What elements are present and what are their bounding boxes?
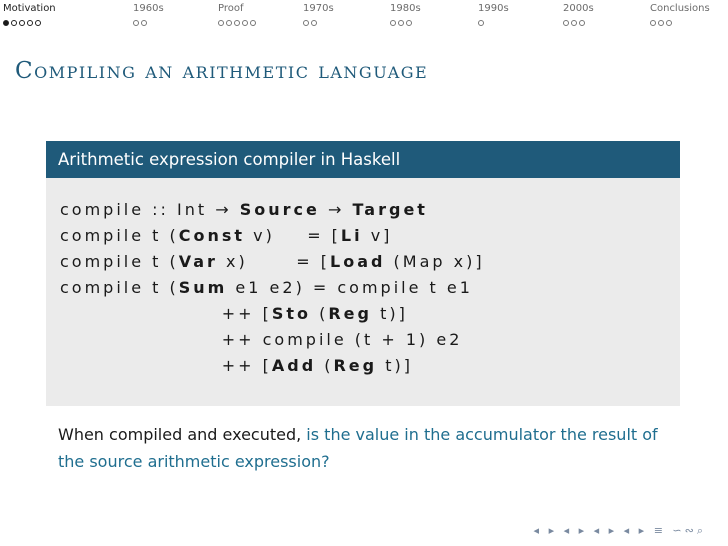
code-line: ++ compile (t + 1) e2 — [60, 330, 463, 349]
nav-slide-dots — [390, 20, 421, 30]
nav-slide-dot[interactable] — [234, 20, 240, 26]
nav-slide-dot[interactable] — [27, 20, 33, 26]
nav-section-1970s[interactable] — [303, 3, 334, 30]
nav-section-motivation[interactable] — [3, 3, 56, 30]
nav-slide-dot[interactable] — [3, 20, 9, 26]
nav-slide-dots — [3, 20, 56, 30]
nav-slide-dots — [478, 20, 509, 30]
conclusion-question: is the value in the accumulator the result of the source arithmetic expression? — [58, 425, 658, 471]
nav-section-title: 1980s — [390, 3, 421, 14]
nav-slide-dot[interactable] — [11, 20, 17, 26]
nav-section-title: 1960s — [133, 3, 164, 14]
nav-slide-dot[interactable] — [563, 20, 569, 26]
nav-slide-dot[interactable] — [311, 20, 317, 26]
code-block — [46, 141, 680, 406]
nav-slide-dot[interactable] — [390, 20, 396, 26]
nav-slide-dots — [303, 20, 334, 30]
nav-slide-dots — [650, 20, 710, 30]
nav-slide-dot[interactable] — [406, 20, 412, 26]
conclusion-text: When compiled and executed, is the value in the accumulator the result of the source arithmetic expression? — [58, 425, 658, 471]
nav-slide-dot[interactable] — [658, 20, 664, 26]
nav-section-1980s[interactable] — [390, 3, 421, 30]
nav-slide-dot[interactable] — [218, 20, 224, 26]
nav-section-1960s[interactable] — [133, 3, 164, 30]
nav-section-title: 1990s — [478, 3, 509, 14]
nav-slide-dots — [563, 20, 594, 30]
nav-slide-dot[interactable] — [226, 20, 232, 26]
nav-section-title: Proof — [218, 3, 244, 14]
nav-section-2000s[interactable] — [563, 3, 594, 30]
nav-section-title: Conclusions — [650, 3, 710, 14]
nav-section-title: 2000s — [563, 3, 594, 14]
nav-section-1990s[interactable] — [478, 3, 509, 30]
nav-slide-dot[interactable] — [141, 20, 147, 26]
nav-section-proof[interactable] — [218, 3, 258, 30]
nav-slide-dot[interactable] — [19, 20, 25, 26]
nav-section-title: Motivation — [3, 3, 56, 14]
nav-section-title: 1970s — [303, 3, 334, 14]
section-navigation — [0, 0, 728, 30]
nav-slide-dots — [218, 20, 258, 30]
nav-section-conclusions[interactable] — [650, 3, 710, 30]
nav-slide-dot[interactable] — [571, 20, 577, 26]
frame-title: Compiling an arithmetic language — [15, 58, 429, 84]
nav-slide-dot[interactable] — [250, 20, 256, 26]
nav-slide-dot[interactable] — [35, 20, 41, 26]
nav-slide-dot[interactable] — [133, 20, 139, 26]
code-line: ++ [Sto (Reg t)] — [60, 304, 408, 323]
nav-slide-dot[interactable] — [650, 20, 656, 26]
nav-slide-dot[interactable] — [579, 20, 585, 26]
nav-slide-dot[interactable] — [242, 20, 248, 26]
nav-slide-dot[interactable] — [398, 20, 404, 26]
nav-slide-dot[interactable] — [303, 20, 309, 26]
nav-slide-dot[interactable] — [666, 20, 672, 26]
nav-slide-dot[interactable] — [478, 20, 484, 26]
code-line: ++ [Add (Reg t)] — [60, 356, 413, 375]
block-title: Arithmetic expression compiler in Haskell — [46, 141, 680, 178]
code-line: compile t (Sum e1 e2) = compile t e1 — [60, 278, 473, 297]
code-line: compile t (Const v) = [Li v] — [60, 226, 393, 245]
code-line: compile t (Var x) = [Load (Map x)] — [60, 252, 485, 271]
nav-slide-dots — [133, 20, 164, 30]
code-line: compile :: Int → Source → Target — [60, 200, 428, 219]
beamer-navigation-icons[interactable]: ◂ ▸ ◂ ▸ ◂ ▸ ◂ ▸ ≡ ∽∾⌕ — [533, 524, 706, 537]
